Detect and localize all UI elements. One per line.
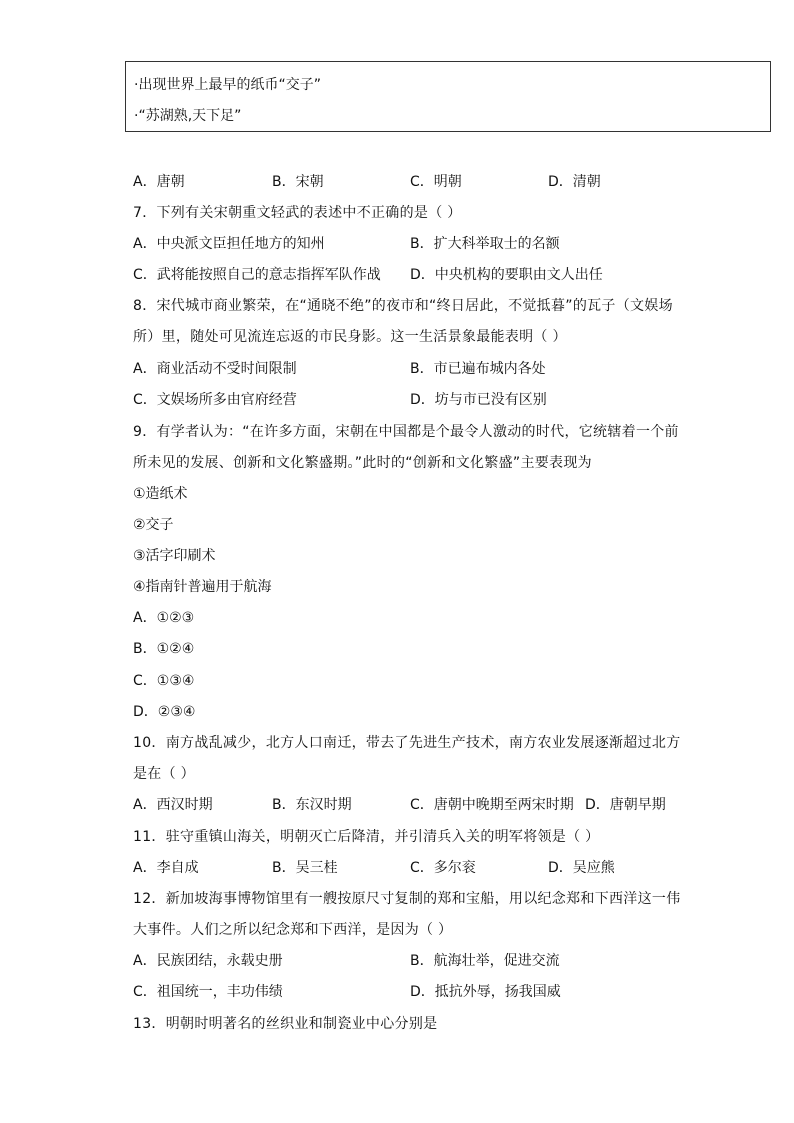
q11-stem: 11．驻守重镇山海关，明朝灭亡后降清，并引清兵入关的明军将领是（ ） bbox=[133, 829, 600, 845]
q7-option-b[interactable]: B．扩大科举取士的名额 bbox=[410, 236, 560, 252]
q9-option-c[interactable]: C．①③④ bbox=[133, 673, 195, 689]
q7-options-row2 bbox=[133, 265, 733, 285]
q9-item-4: ④指南针普遍用于航海 bbox=[133, 579, 272, 595]
q7-stem: 7．下列有关宋朝重文轻武的表述中不正确的是（ ） bbox=[133, 205, 462, 221]
q6-option-a[interactable]: A．唐朝 bbox=[133, 174, 185, 190]
q9-stem-line2: 所未见的发展、创新和文化繁盛期。”此时的“创新和文化繁盛”主要表现为 bbox=[133, 455, 592, 471]
q9-option-b[interactable]: B．①②④ bbox=[133, 641, 195, 657]
q11-option-c[interactable]: C．多尔衮 bbox=[410, 860, 476, 876]
q8-option-d[interactable]: D．坊与市已没有区别 bbox=[410, 392, 547, 408]
q12-options-row1 bbox=[133, 951, 733, 971]
q10-option-b[interactable]: B．东汉时期 bbox=[272, 797, 352, 813]
q6-option-c[interactable]: C．明朝 bbox=[410, 174, 462, 190]
q9-item-2: ②交子 bbox=[133, 517, 174, 533]
context-line-2: ·“苏湖熟,天下足” bbox=[134, 108, 242, 124]
q7-option-c[interactable]: C．武将能按照自己的意志指挥军队作战 bbox=[133, 267, 381, 283]
q8-options-row2 bbox=[133, 390, 733, 410]
q12-option-c[interactable]: C．祖国统一，丰功伟绩 bbox=[133, 984, 283, 1000]
q9-stem-line1: 9．有学者认为：“在许多方面，宋朝在中国都是个最令人激动的时代，它统辖着一个前 bbox=[133, 424, 679, 440]
q8-option-b[interactable]: B．市已遍布城内各处 bbox=[410, 361, 546, 377]
q8-options-row1 bbox=[133, 359, 733, 379]
q12-stem-line1: 12．新加坡海事博物馆里有一艘按原尺寸复制的郑和宝船，用以纪念郑和下西洋这一伟 bbox=[133, 891, 681, 907]
q6-options bbox=[133, 172, 733, 192]
q9-item-1: ①造纸术 bbox=[133, 486, 188, 502]
q11-option-d[interactable]: D．吴应熊 bbox=[548, 860, 615, 876]
q7-option-d[interactable]: D．中央机构的要职由文人出任 bbox=[410, 267, 603, 283]
q9-option-d[interactable]: D．②③④ bbox=[133, 704, 196, 720]
q8-option-c[interactable]: C．文娱场所多由官府经营 bbox=[133, 392, 297, 408]
q11-option-a[interactable]: A．李自成 bbox=[133, 860, 199, 876]
q10-option-c[interactable]: C．唐朝中晚期至两宋时期 bbox=[410, 797, 574, 813]
q6-option-d[interactable]: D．清朝 bbox=[548, 174, 601, 190]
q11-options bbox=[133, 858, 733, 878]
q10-options bbox=[133, 795, 733, 815]
q12-options-row2 bbox=[133, 982, 733, 1002]
q8-stem-line2: 所）里，随处可见流连忘返的市民身影。这一生活景象最能表明（ ） bbox=[133, 329, 567, 345]
q7-options-row1 bbox=[133, 234, 733, 254]
q11-option-b[interactable]: B．吴三桂 bbox=[272, 860, 338, 876]
q9-item-3: ③活字印刷术 bbox=[133, 548, 216, 564]
q12-option-d[interactable]: D．抵抗外辱，扬我国威 bbox=[410, 984, 561, 1000]
q10-option-d[interactable]: D．唐朝早期 bbox=[585, 797, 666, 813]
context-box bbox=[125, 61, 771, 132]
q8-option-a[interactable]: A．商业活动不受时间限制 bbox=[133, 361, 297, 377]
q10-stem-line1: 10．南方战乱减少，北方人口南迁，带去了先进生产技术，南方农业发展逐渐超过北方 bbox=[133, 735, 681, 751]
q13-stem: 13．明朝时明著名的丝织业和制瓷业中心分别是 bbox=[133, 1016, 438, 1032]
q12-option-b[interactable]: B．航海壮举，促进交流 bbox=[410, 953, 560, 969]
q9-option-a[interactable]: A．①②③ bbox=[133, 610, 195, 626]
context-line-1: ·出现世界上最早的纸币“交子” bbox=[134, 77, 321, 93]
q10-stem-line2: 是在（ ） bbox=[133, 766, 195, 782]
q12-stem-line2: 大事件。人们之所以纪念郑和下西洋，是因为（ ） bbox=[133, 922, 453, 938]
q10-option-a[interactable]: A．西汉时期 bbox=[133, 797, 213, 813]
q8-stem-line1: 8．宋代城市商业繁荣，在“通晓不绝”的夜市和“终日居此，不觉抵暮”的瓦子（文娱场 bbox=[133, 298, 673, 314]
q12-option-a[interactable]: A．民族团结，永载史册 bbox=[133, 953, 283, 969]
q6-option-b[interactable]: B．宋朝 bbox=[272, 174, 324, 190]
q7-option-a[interactable]: A．中央派文臣担任地方的知州 bbox=[133, 236, 325, 252]
